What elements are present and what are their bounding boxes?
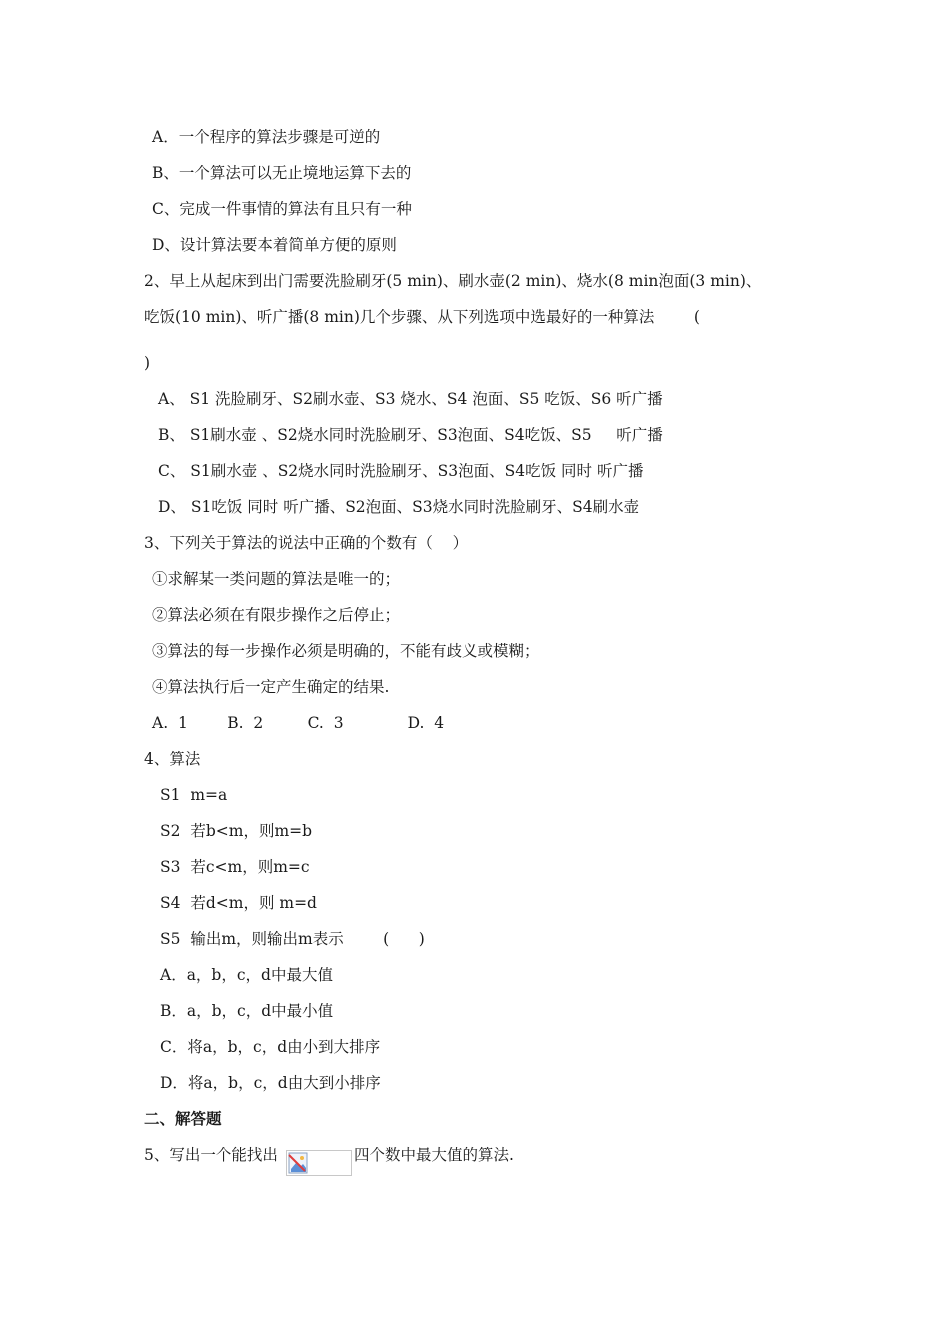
q4-step-s1: S1 m=a (160, 786, 228, 804)
q2-stem-line1: 2、早上从起床到出门需要洗脸刷牙(5 min)、刷水壶(2 min)、烧水(8 min泡面(3 min)、 (144, 272, 762, 290)
q4-step-s5: S5 输出m，则输出m表示 ( ) (160, 930, 425, 948)
section-heading-answer-questions: 二、解答题 (144, 1109, 222, 1128)
q3-options: A. 1 B. 2 C. 3 D. 4 (152, 714, 445, 732)
q1-option-d: D、设计算法要本着简单方便的原则 (152, 236, 397, 254)
q2-stem-line2: 吃饭(10 min)、听广播(8 min)几个步骤、从下列选项中选最好的一种算法 ( (144, 308, 700, 326)
q2-option-a: A、 S1 洗脸刷牙、S2刷水壶、S3 烧水、S4 泡面、S5 吃饭、S6 听广播 (158, 390, 663, 408)
q4-option-d: D．将a，b，c，d由大到小排序 (160, 1074, 381, 1092)
q1-option-b: B、一个算法可以无止境地运算下去的 (152, 164, 412, 182)
broken-image-placeholder (286, 1150, 352, 1176)
q4-step-s3: S3 若c<m，则m=c (160, 858, 310, 876)
q4-step-s4: S4 若d<m，则 m=d (160, 894, 317, 912)
q5-prefix: 5、写出一个能找出 (144, 1146, 278, 1164)
q3-statement-3: ③算法的每一步操作必须是明确的，不能有歧义或模糊； (152, 642, 540, 660)
q1-option-a: A．一个程序的算法步骤是可逆的 (152, 128, 381, 146)
q2-stem-line3: ) (144, 354, 151, 372)
q2-option-c: C、 S1刷水壶 、S2烧水同时洗脸刷牙、S3泡面、S4吃饭 同时 听广播 (158, 462, 644, 480)
q4-option-c: C．将a，b，c，d由小到大排序 (160, 1038, 381, 1056)
q3-statement-2: ②算法必须在有限步操作之后停止； (152, 606, 401, 624)
q3-statement-1: ①求解某一类问题的算法是唯一的； (152, 570, 401, 588)
q4-option-a: A．a，b，c，d中最大值 (160, 966, 333, 984)
q2-option-d: D、 S1吃饭 同时 听广播、S2泡面、S3烧水同时洗脸刷牙、S4刷水壶 (158, 498, 640, 516)
q1-option-c: C、完成一件事情的算法有且只有一种 (152, 200, 412, 218)
q2-option-b: B、 S1刷水壶 、S2烧水同时洗脸刷牙、S3泡面、S4吃饭、S5 听广播 (158, 426, 663, 444)
broken-image-icon (288, 1152, 308, 1174)
q4-stem: 4、算法 (144, 750, 201, 768)
q4-step-s2: S2 若b<m，则m=b (160, 822, 313, 840)
q5-suffix: 四个数中最大值的算法. (354, 1146, 514, 1164)
q3-statement-4: ④算法执行后一定产生确定的结果. (152, 678, 390, 696)
q4-option-b: B．a，b，c，d中最小值 (160, 1002, 334, 1020)
q3-stem: 3、下列关于算法的说法中正确的个数有（ ） (144, 534, 469, 552)
